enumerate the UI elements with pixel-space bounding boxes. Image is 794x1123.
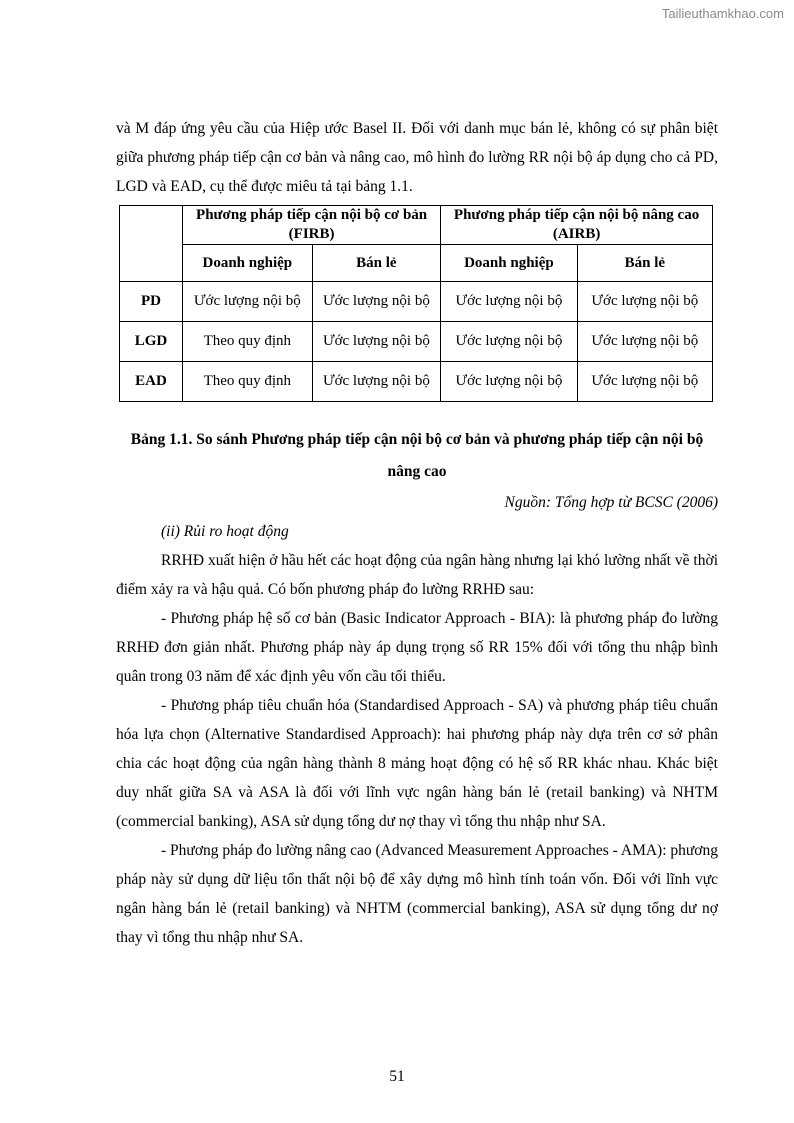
table-row [120,282,713,322]
table-cell: Ước lượng nội bộ [441,362,577,402]
subheader-firb-retail: Bán lẻ [312,245,441,282]
table-corner-cell [120,206,183,282]
row-label-lgd: LGD [120,322,183,362]
table-cell: Ước lượng nội bộ [312,282,441,322]
table-cell: Theo quy định [183,322,313,362]
subheader-firb-enterprise: Doanh nghiệp [183,245,313,282]
table-cell: Ước lượng nội bộ [441,322,577,362]
subsection-title: (ii) Rủi ro hoạt động [161,523,289,540]
table-row [120,322,713,362]
row-label-pd: PD [120,282,183,322]
row-label-ead: EAD [120,362,183,402]
table-cell: Ước lượng nội bộ [312,362,441,402]
table-caption: Bảng 1.1. So sánh Phương pháp tiếp cận nội bộ cơ bản và phương pháp tiếp cận nội bộ nâng cao [130,431,704,480]
paragraph: - Phương pháp hệ số cơ bản (Basic Indicator Approach - BIA): là phương pháp đo lường RRHĐ đơn giản nhất. Phương pháp này áp dụng trọng số RR 15% đối với tổng thu nhập bình quân trong 03 năm để xác định yêu vốn cầu tối thiểu. [116,610,718,685]
table-cell: Ước lượng nội bộ [577,282,712,322]
table-subheader-row [120,245,713,282]
table-cell: Ước lượng nội bộ [441,282,577,322]
subheader-airb-retail: Bán lẻ [577,245,712,282]
header-firb: Phương pháp tiếp cận nội bộ cơ bản (FIRB) [183,206,441,245]
comparison-table [119,205,713,402]
page-number: 51 [389,1068,405,1085]
table-source: Nguồn: Tổng hợp từ BCSC (2006) [504,494,718,511]
table-header-row [120,206,713,245]
paragraph: RRHĐ xuất hiện ở hầu hết các hoạt động của ngân hàng nhưng lại khó lường nhất về thời điểm xảy ra và hậu quả. Có bốn phương pháp đo lường RRHĐ sau: [116,552,718,598]
table-cell: Ước lượng nội bộ [183,282,313,322]
intro-paragraph: và M đáp ứng yêu cầu của Hiệp ước Basel II. Đối với danh mục bán lẻ, không có sự phân biệt giữa phương pháp tiếp cận cơ bản và nâng cao, mô hình đo lường RR nội bộ áp dụng cho cả PD, LGD và EAD, cụ thể được miêu tả tại bảng 1.1. [116,120,718,195]
watermark: Tailieuthamkhao.com [661,6,784,21]
table-cell: Theo quy định [183,362,313,402]
table-cell: Ước lượng nội bộ [577,362,712,402]
paragraph: - Phương pháp đo lường nâng cao (Advanced Measurement Approaches - AMA): phương pháp này sử dụng dữ liệu tổn thất nội bộ để xây dựng mô hình tính toán vốn. Đối với lĩnh vực ngân hàng bán lẻ (retail banking) và NHTM (commercial banking), ASA sử dụng tổng dư nợ thay vì tổng thu nhập như SA. [116,842,718,946]
document-body [116,114,718,952]
subheader-airb-enterprise: Doanh nghiệp [441,245,577,282]
table-row [120,362,713,402]
table-cell: Ước lượng nội bộ [577,322,712,362]
header-airb: Phương pháp tiếp cận nội bộ nâng cao (AIRB) [441,206,713,245]
table-cell: Ước lượng nội bộ [312,322,441,362]
paragraph: - Phương pháp tiêu chuẩn hóa (Standardised Approach - SA) và phương pháp tiêu chuẩn hóa lựa chọn (Alternative Standardised Approach): hai phương pháp này dựa trên cơ sở phân chia các hoạt động của ngân hàng thành 8 mảng hoạt động có hệ số RR khác nhau. Khác biệt duy nhất giữa SA và ASA là đối với lĩnh vực ngân hàng bán lẻ (retail banking) và NHTM (commercial banking), ASA sử dụng tổng dư nợ thay vì tổng thu nhập như SA. [116,697,718,830]
